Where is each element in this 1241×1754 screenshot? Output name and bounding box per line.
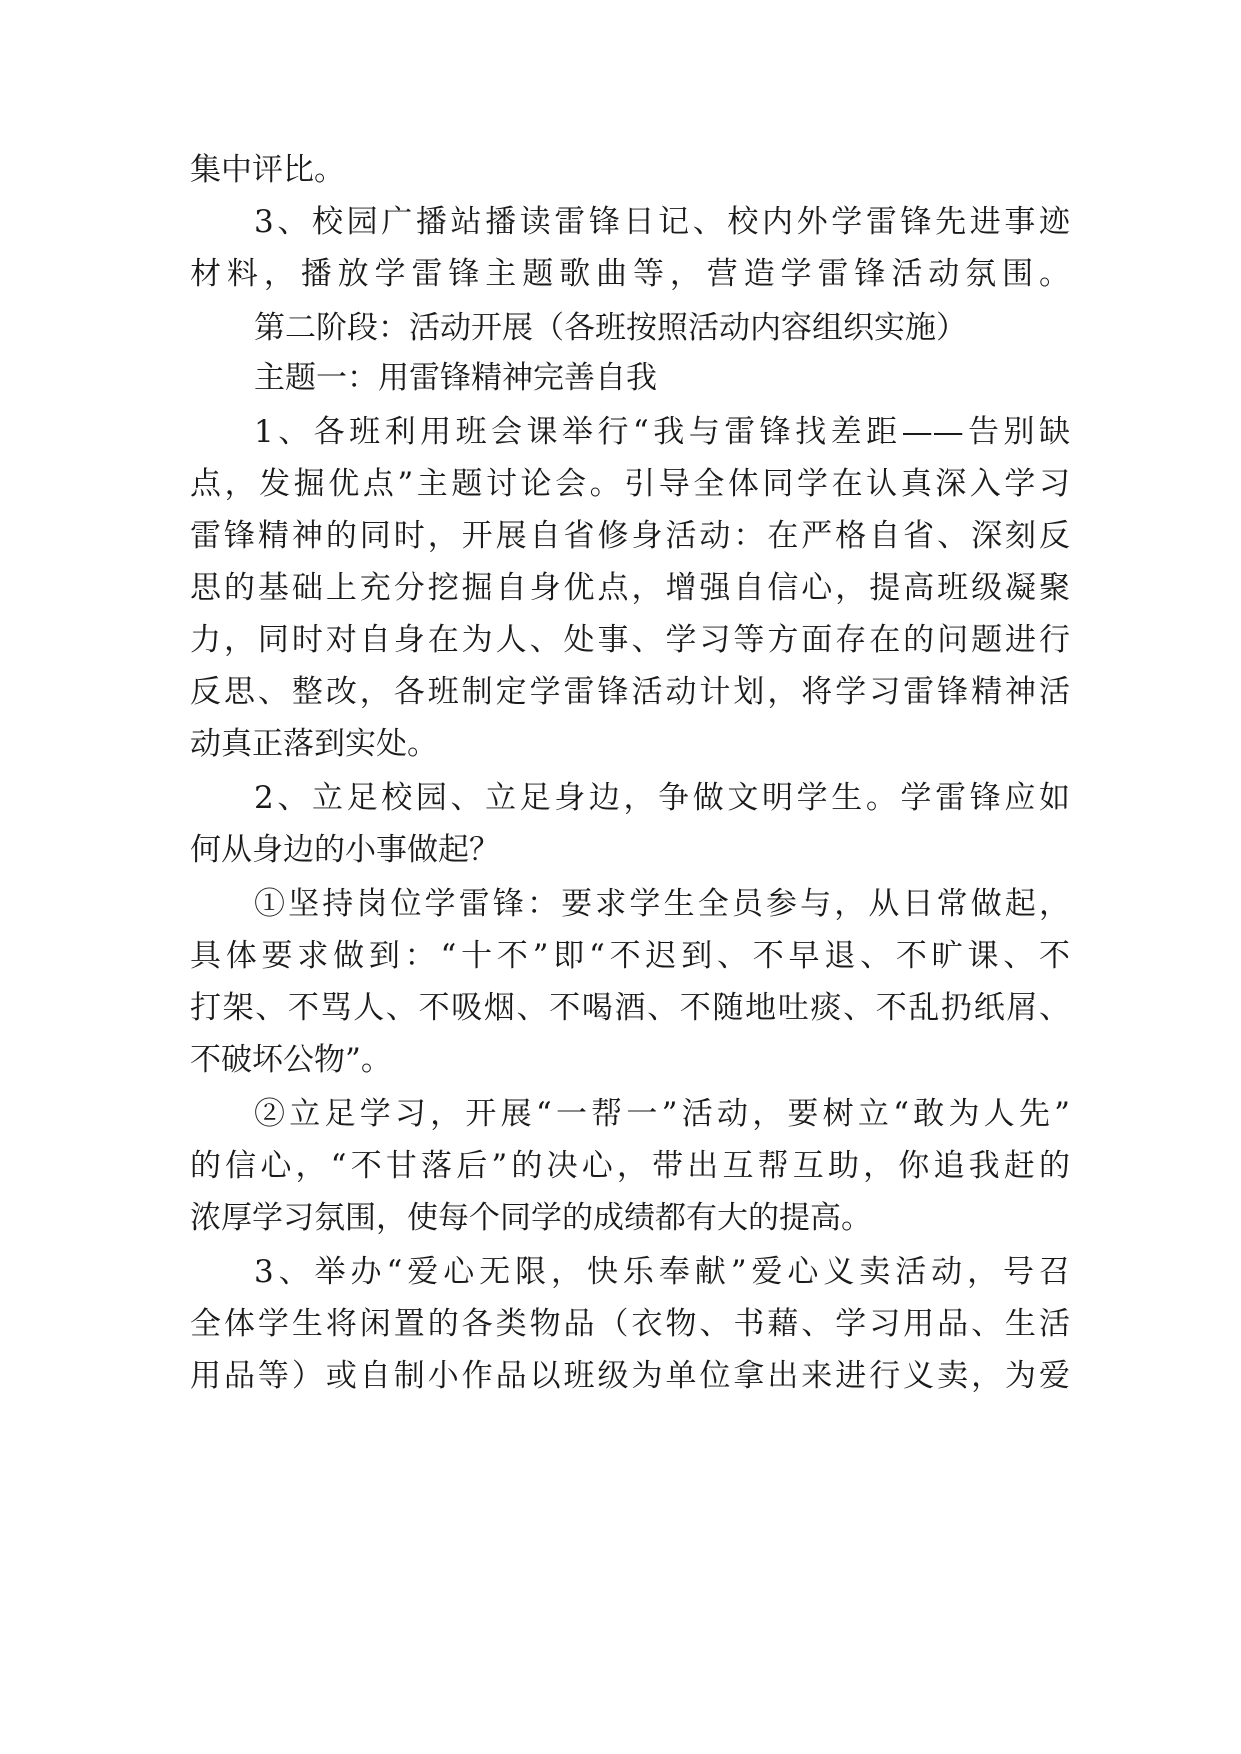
text-line: 浓厚学习氛围，使每个同学的成绩都有大的提高。 (190, 1200, 872, 1236)
text-line: 用品等）或自制小作品以班级为单位拿出来进行义卖，为爱 (190, 1358, 1070, 1394)
text-line: 思的基础上充分挖掘自身优点，增强自信心，提高班级凝聚 (190, 570, 1070, 606)
text-line: 具体要求做到：“十不”即“不迟到、不早退、不旷课、不 (190, 938, 1070, 974)
text-line: 力，同时对自身在为人、处事、学习等方面存在的问题进行 (190, 622, 1070, 658)
theme-heading: 主题一：用雷锋精神完善自我 (254, 360, 657, 396)
text-line: 点，发掘优点”主题讨论会。引导全体同学在认真深入学习 (190, 466, 1070, 502)
text-line: ②立足学习，开展“一帮一”活动，要树立“敢为人先” (254, 1096, 1070, 1132)
text-line: 3、举办“爱心无限，快乐奉献”爱心义卖活动，号召 (254, 1254, 1070, 1290)
text-line: 动真正落到实处。 (190, 726, 438, 762)
text-line: 1、各班利用班会课举行“我与雷锋找差距——告别缺 (254, 414, 1070, 450)
text-line: 雷锋精神的同时，开展自省修身活动：在严格自省、深刻反 (190, 518, 1070, 554)
text-line: 打架、不骂人、不吸烟、不喝酒、不随地吐痰、不乱扔纸屑、 (190, 990, 1070, 1026)
text-line: 2、立足校园、立足身边，争做文明学生。学雷锋应如 (254, 780, 1070, 816)
text-line: 材料，播放学雷锋主题歌曲等，营造学雷锋活动氛围。 (190, 256, 1070, 292)
text-line: 的信心，“不甘落后”的决心，带出互帮互助，你追我赶的 (190, 1148, 1070, 1184)
text-line: 全体学生将闲置的各类物品（衣物、书藉、学习用品、生活 (190, 1306, 1070, 1342)
text-line: 何从身边的小事做起？ (190, 832, 500, 868)
text-line: 集中评比。 (190, 152, 345, 188)
text-line: 3、校园广播站播读雷锋日记、校内外学雷锋先进事迹 (254, 204, 1070, 240)
text-line: 不破坏公物”。 (190, 1042, 392, 1078)
section-heading: 第二阶段：活动开展（各班按照活动内容组织实施） (254, 310, 967, 346)
text-line: ①坚持岗位学雷锋：要求学生全员参与，从日常做起， (254, 886, 1070, 922)
text-line: 反思、整改，各班制定学雷锋活动计划，将学习雷锋精神活 (190, 674, 1070, 710)
